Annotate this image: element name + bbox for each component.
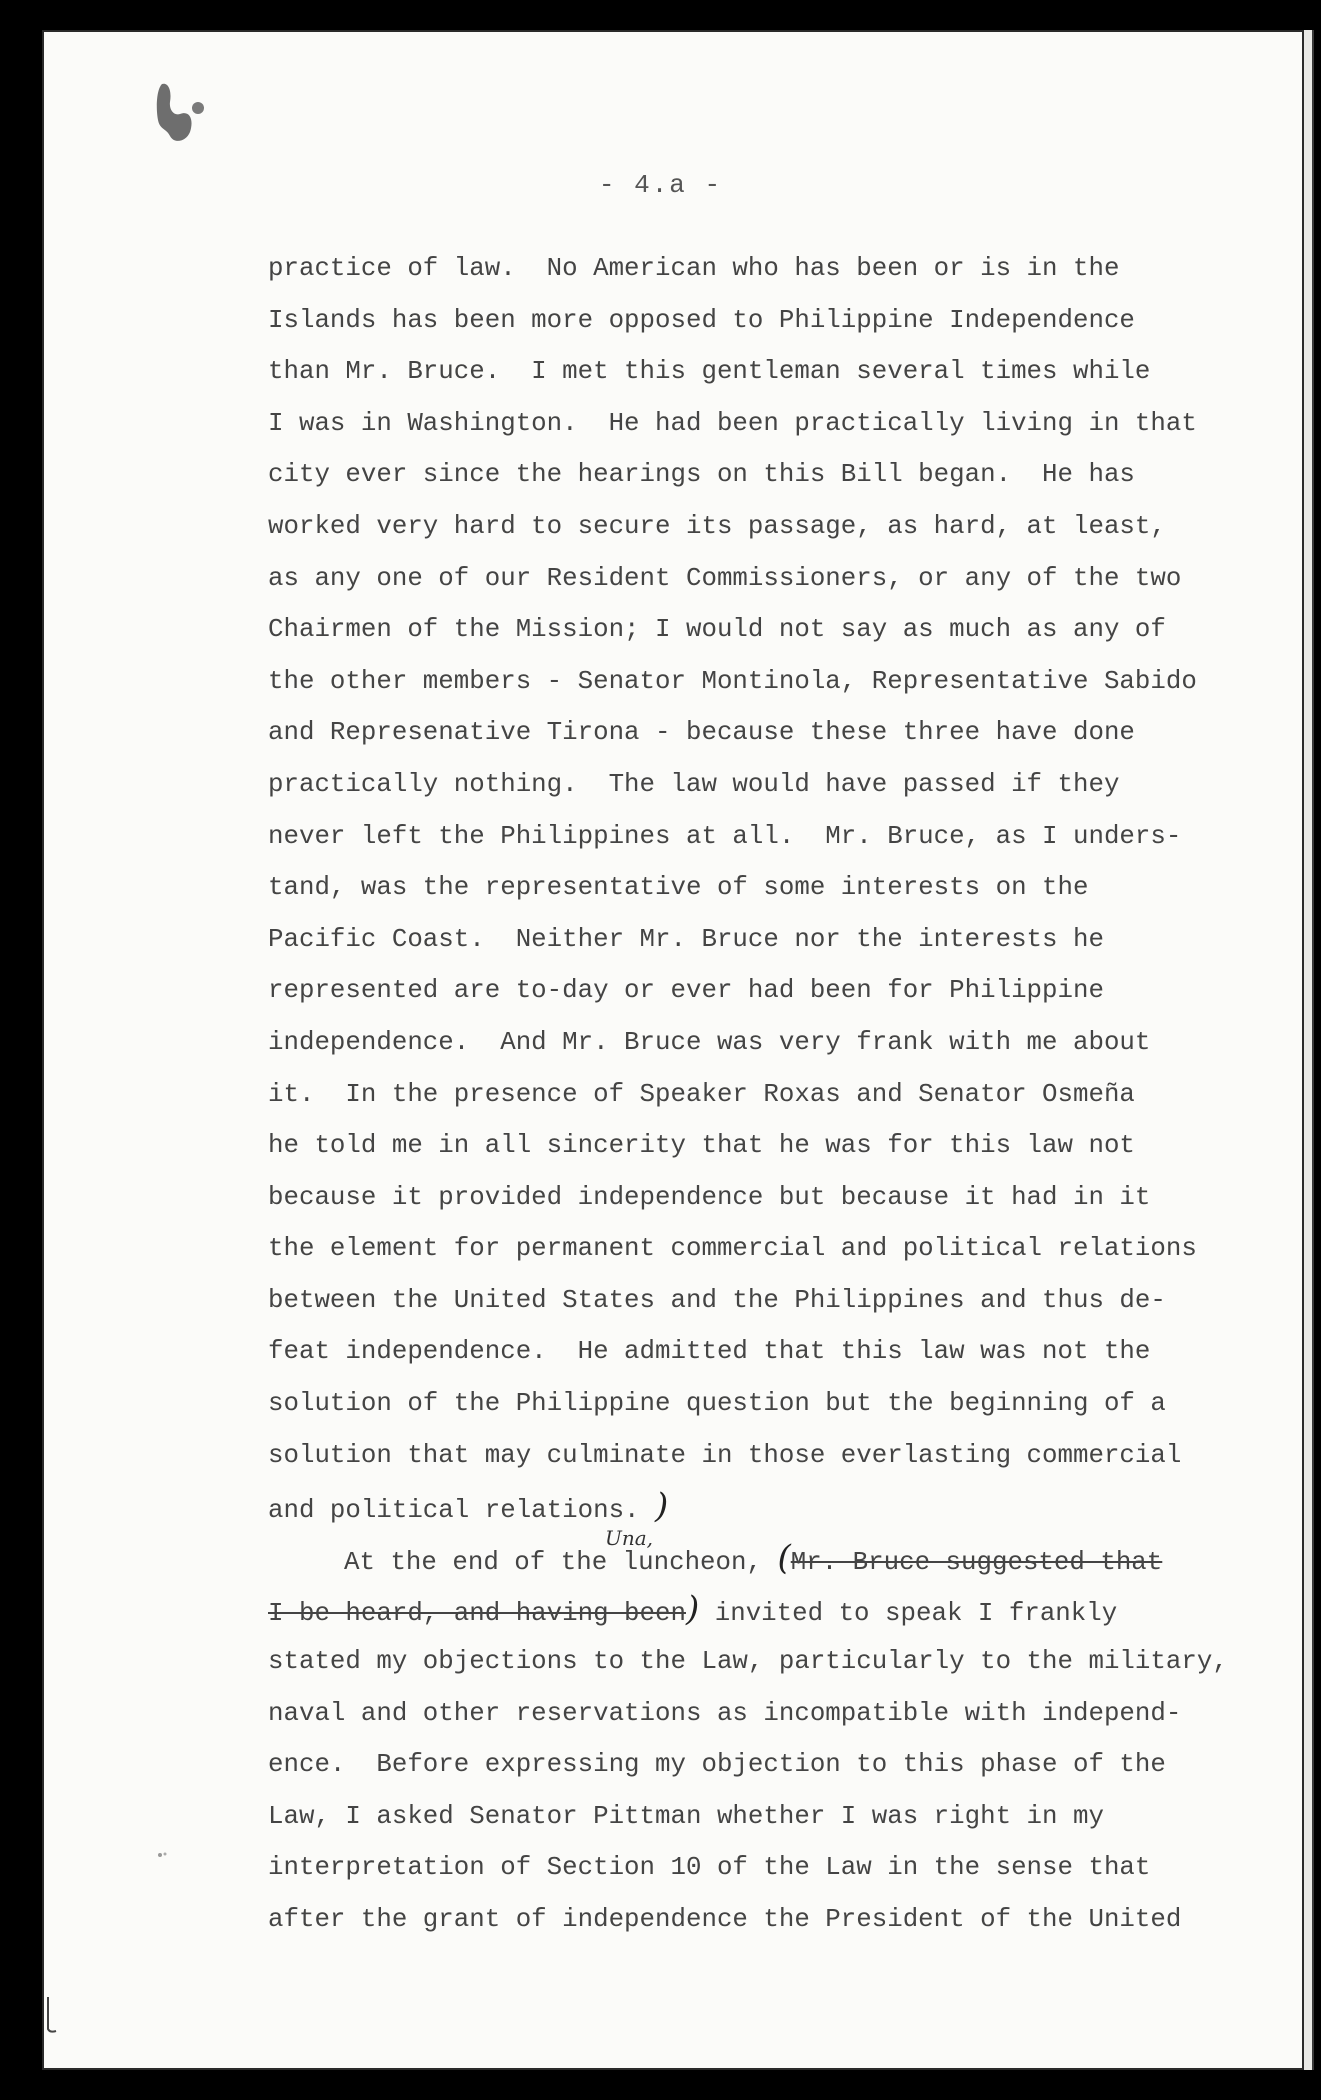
text-line: never left the Philippines at all. Mr. Bruce, as I unders- xyxy=(268,821,1182,851)
text-line: the element for permanent commercial and political relations xyxy=(268,1234,1197,1264)
paragraph-1 xyxy=(268,243,1258,1533)
text-line: I was in Washington. He had been practically living in that xyxy=(268,408,1197,438)
text-line: practice of law. No American who has been or is in the xyxy=(268,254,1120,283)
text-line: represented are to-day or ever had been for Philippine xyxy=(268,976,1104,1006)
text-line: naval and other reservations as incompatible with independ- xyxy=(268,1698,1182,1728)
paper-speck xyxy=(156,1850,170,1860)
last-line-text: and political relations. xyxy=(268,1496,640,1526)
text-line: Pacific Coast. Neither Mr. Bruce nor the interests he xyxy=(268,924,1104,954)
text-line-with-deletion xyxy=(268,1533,1258,1585)
text-line-last xyxy=(268,1481,1258,1533)
line-start-text: At the end of the luncheon, xyxy=(344,1547,778,1577)
text-line: solution that may culminate in those everlasting commercial xyxy=(268,1440,1182,1470)
text-line: he told me in all sincerity that he was for this law not xyxy=(268,1131,1135,1161)
text-line: between the United States and the Philippines and thus de- xyxy=(268,1285,1166,1315)
line-rest-text: invited to speak I frankly xyxy=(699,1599,1118,1629)
text-line: Islands has been more opposed to Philippine Independence xyxy=(268,305,1135,335)
handwritten-close-paren: ) xyxy=(685,1589,700,1630)
text-line: practically nothing. The law would have passed if they xyxy=(268,769,1120,799)
text-line: stated my objections to the Law, particularly to the military, xyxy=(268,1647,1228,1677)
text-line: city ever since the hearings on this Bill began. He has xyxy=(268,460,1135,490)
text-line: as any one of our Resident Commissioners, or any of the two xyxy=(268,563,1182,593)
corner-mark xyxy=(44,1995,60,2035)
text-line: tand, was the representative of some interests on the xyxy=(268,873,1089,903)
ink-blot-mark xyxy=(150,80,220,150)
text-line: ence. Before expressing my objection to this phase of the xyxy=(268,1750,1166,1780)
text-line: independence. And Mr. Bruce was very frank with me about xyxy=(268,1027,1151,1057)
text-line: it. In the presence of Speaker Roxas and Senator Osmeña xyxy=(268,1079,1135,1109)
page-number: - 4.a - xyxy=(598,170,723,200)
paper-edge xyxy=(1304,30,1314,2070)
text-line: and Represenative Tirona - because these three have done xyxy=(268,718,1135,748)
text-line: interpretation of Section 10 of the Law in the sense that xyxy=(268,1853,1151,1883)
text-line: feat independence. He admitted that this law was not the xyxy=(268,1337,1151,1367)
text-line: than Mr. Bruce. I met this gentleman several times while xyxy=(268,357,1151,387)
struck-through-text: I be heard, and having been xyxy=(268,1599,686,1629)
typed-letter-body xyxy=(268,243,1258,1946)
text-line: the other members - Senator Montinola, Representative Sabido xyxy=(268,666,1197,696)
text-line: Chairmen of the Mission; I would not say as much as any of xyxy=(268,615,1166,645)
text-line: worked very hard to secure its passage, as hard, at least, xyxy=(268,511,1166,541)
handwritten-close-paren: ) xyxy=(655,1486,669,1527)
struck-through-text: Mr. Bruce suggested that xyxy=(790,1547,1163,1577)
text-line: Law, I asked Senator Pittman whether I was right in my xyxy=(268,1801,1104,1831)
text-line-with-deletion xyxy=(268,1584,1258,1636)
handwritten-insertion: Una, xyxy=(605,1526,654,1550)
text-line: solution of the Philippine question but the beginning of a xyxy=(268,1389,1166,1419)
paragraph-2 xyxy=(268,1533,1258,1946)
text-line: after the grant of independence the President of the United xyxy=(268,1905,1182,1934)
handwritten-open-paren: ( xyxy=(777,1537,791,1578)
text-line: because it provided independence but because it had in it xyxy=(268,1182,1151,1212)
